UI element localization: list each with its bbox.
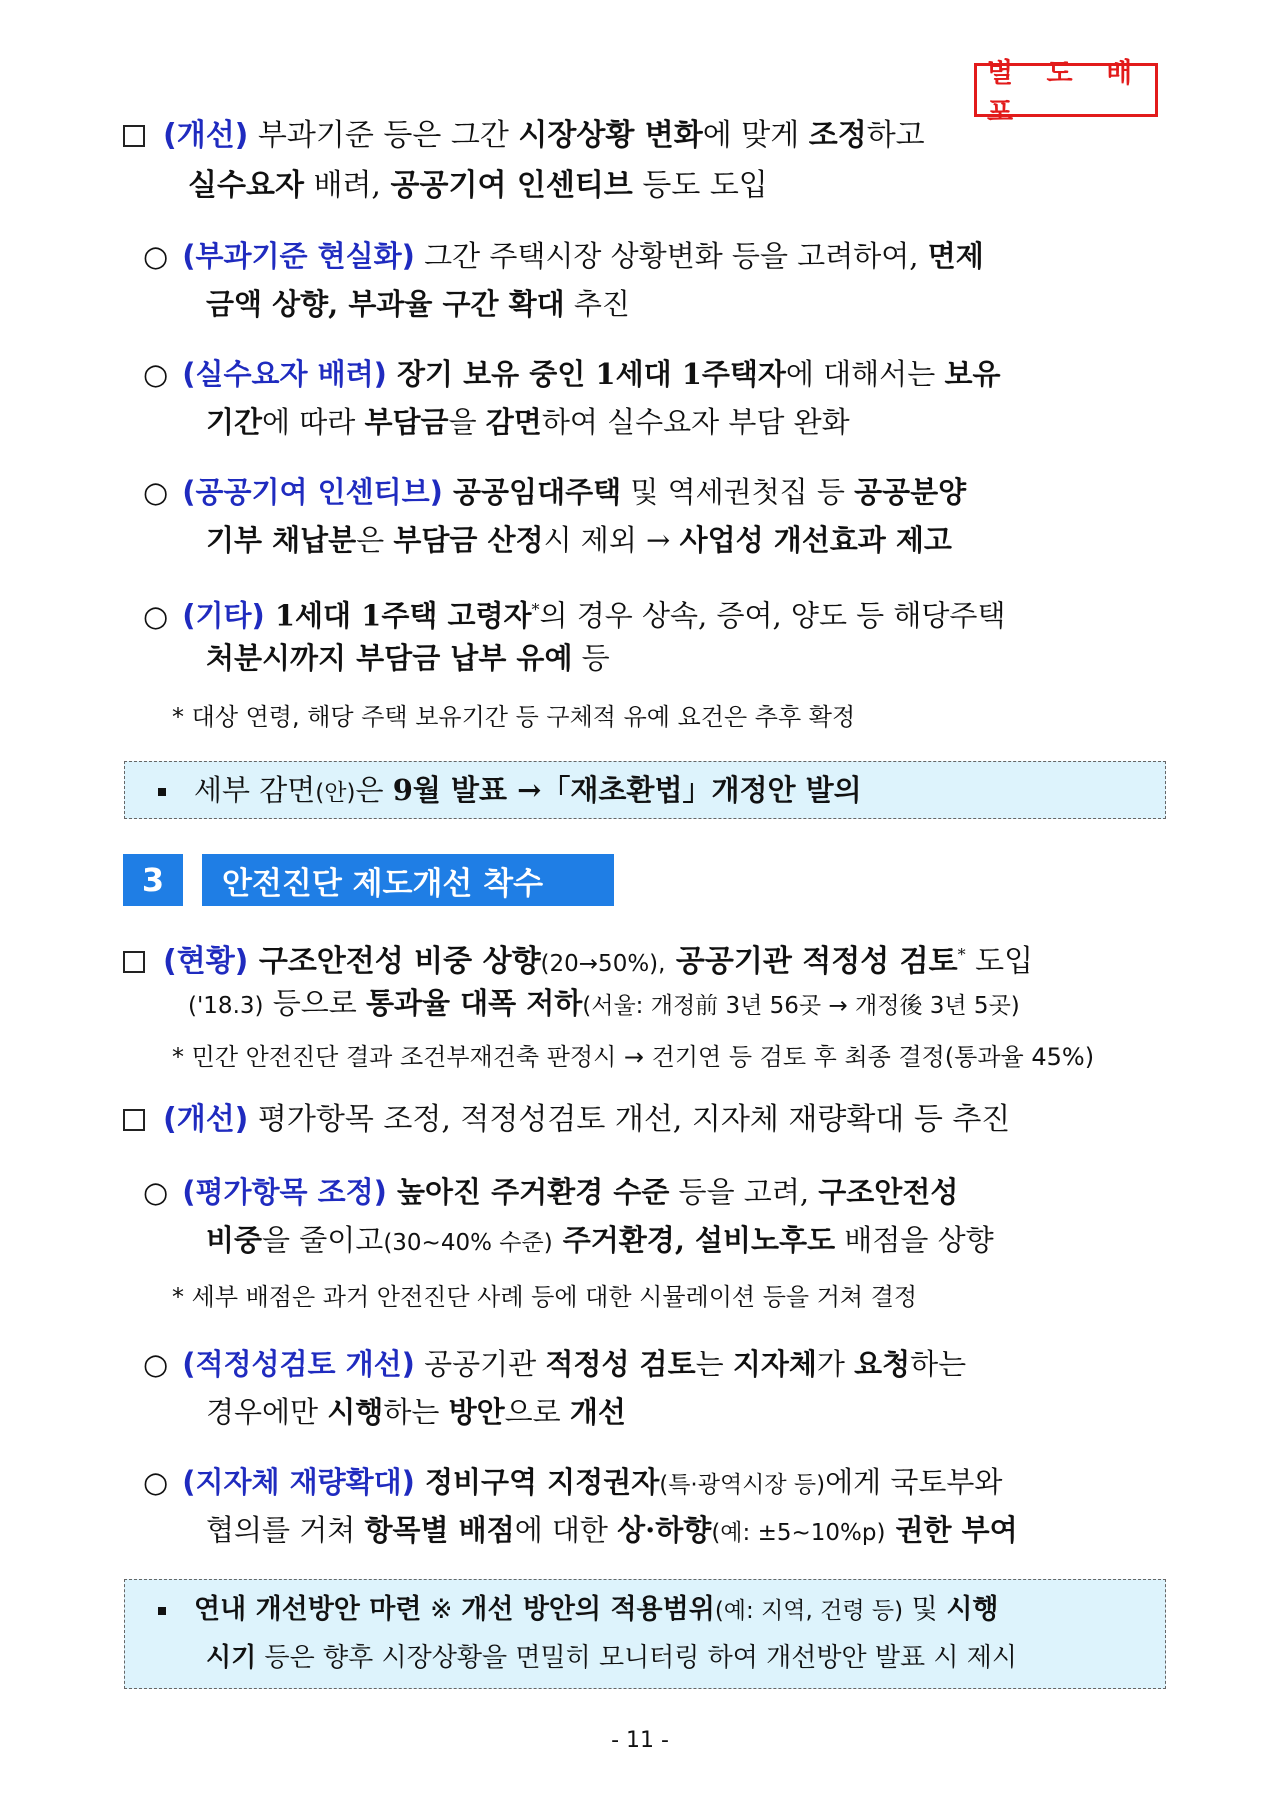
text: 배려, [303, 168, 391, 203]
list-item-line2 [206, 520, 952, 560]
text: 하고 [866, 118, 925, 153]
text: 는 [695, 1347, 733, 1381]
status-heading-line2 [188, 983, 1020, 1026]
improve-heading [123, 116, 925, 156]
list-item [143, 590, 1005, 636]
summary-box-text [124, 770, 862, 813]
improve-heading-line2 [188, 166, 768, 206]
list-item [143, 236, 984, 276]
text-bold: 통과율 대폭 저하 [365, 986, 583, 1020]
text-bold: 지자체 [732, 1347, 817, 1381]
text-bold: 실수요자 [188, 168, 304, 203]
text-bold: 높아진 주거환경 수준 [386, 1175, 670, 1209]
circle-bullet-icon: ○ [143, 1347, 169, 1381]
text: 등은 향후 시장상황을 면밀히 모니터링 하여 개선방안 발표 시 제시 [256, 1643, 1018, 1673]
text: 공공기관 [414, 1347, 546, 1381]
text-bold: 공공분양 [854, 475, 967, 509]
text: 및 역세권첫집 등 [621, 475, 855, 509]
list-item [143, 1462, 1002, 1505]
text: 추진 [564, 287, 630, 321]
checkbox-square-icon [123, 125, 145, 147]
text: 에 따라 [262, 405, 365, 439]
text-bold: 시행 [327, 1395, 384, 1429]
text: 에 대해서는 [785, 357, 945, 391]
improve-heading [123, 1100, 1010, 1140]
list-item [143, 354, 1000, 394]
page-number: - 11 - [611, 1728, 669, 1753]
text-small: ('18.3) [188, 993, 264, 1019]
label: (기타) [182, 598, 265, 633]
text-bold: 주거환경, 설비노후도 [552, 1223, 836, 1257]
list-item-line2 [206, 284, 630, 324]
text-small: (특·광역시장 등) [659, 1472, 826, 1498]
text-small: (30~40% 수준) [383, 1230, 553, 1256]
text: 도입 [965, 944, 1034, 979]
text: 하는 [383, 1395, 449, 1429]
text: 은 [356, 523, 394, 557]
circle-bullet-icon: ○ [143, 1465, 169, 1499]
label: (개선) [163, 118, 249, 153]
text: 의 경우 상속, 증여, 양도 등 해당주택 [539, 598, 1006, 633]
label: (부과기준 현실화) [182, 239, 415, 273]
text-bold: 개선 방안의 적용범위 [461, 1594, 715, 1625]
text: 가 [816, 1347, 855, 1381]
text: 으로 [504, 1395, 570, 1429]
circle-bullet-icon: ○ [143, 1175, 169, 1209]
text: 그간 주택시장 상황변화 등을 고려하여, [414, 239, 928, 273]
text-bold: 감면 [485, 405, 542, 439]
text-bold: 항목별 배점 [364, 1513, 515, 1547]
text-bold: 시기 [206, 1643, 257, 1673]
footnote: * 민간 안전진단 결과 조건부재건축 판정시 → 건기연 등 검토 후 최종 결정(통과율 45%) [172, 1043, 1095, 1071]
text: 은 [355, 773, 393, 807]
text-bold: 방안 [448, 1395, 505, 1429]
text-bold: 금액 상향, 부과율 구간 확대 [206, 287, 565, 321]
text: 에 맞게 [702, 118, 809, 153]
list-item [143, 472, 966, 512]
checkbox-square-icon [123, 951, 145, 973]
text-bold: 구조안전성 [818, 1175, 959, 1209]
text-bold: 장기 보유 중인 1세대 1주택자 [386, 357, 786, 391]
list-item-line2 [206, 1392, 626, 1432]
footnote: * 세부 배점은 과거 안전진단 사례 등에 대한 시뮬레이션 등을 거쳐 결정 [172, 1283, 918, 1311]
label: (지자체 재량확대) [182, 1465, 415, 1499]
text-bold: 구조안전성 비중 상향 [248, 944, 541, 979]
text-bold: 요청 [854, 1347, 911, 1381]
text-bold: 정비구역 지정권자 [414, 1465, 660, 1499]
circle-bullet-icon: ○ [143, 598, 169, 633]
label: (공공기여 인센티브) [182, 475, 443, 509]
list-item-line2 [206, 1220, 994, 1263]
text-bold: 비중 [206, 1223, 263, 1257]
footnote-mark: * [957, 945, 966, 964]
footnote-mark: * [531, 600, 540, 619]
square-bullet-icon [158, 1607, 166, 1615]
text-bold: 부담금 산정 [393, 523, 544, 557]
circle-bullet-icon: ○ [143, 239, 169, 273]
text: 하여 실수요자 부담 완화 [541, 405, 850, 439]
list-item [143, 1344, 966, 1384]
text-small: (예: 지역, 건령 등) [714, 1598, 904, 1624]
text: 등도 도입 [632, 168, 768, 203]
list-item-line2 [206, 402, 850, 442]
text-bold: 조정 [808, 118, 867, 153]
text-bold: 개선 [569, 1395, 626, 1429]
footnote: * 대상 연령, 해당 주택 보유기간 등 구체적 유예 요건은 추후 확정 [172, 703, 856, 731]
section-number: 3 [123, 854, 183, 906]
text-bold: 상·하향 [617, 1513, 712, 1547]
text-bold: 보유 [944, 357, 1001, 391]
text: 에게 국토부와 [825, 1465, 1003, 1499]
text-bold: 부담금 [364, 405, 449, 439]
text-bold: 사업성 개선효과 제고 [679, 523, 952, 557]
circle-bullet-icon: ○ [143, 475, 169, 509]
text-bold: 권한 부여 [885, 1513, 1018, 1547]
label: (현황) [163, 944, 249, 979]
label: (개선) [163, 1102, 249, 1137]
text: 하는 [910, 1347, 967, 1381]
label: (적정성검토 개선) [182, 1347, 415, 1381]
list-item [143, 1172, 958, 1212]
text-bold: 시장상황 변화 [518, 118, 703, 153]
text-bold: 9월 발표 →「재초환법」개정안 발의 [392, 773, 862, 807]
text-bold: 기부 채납분 [206, 523, 357, 557]
label: (평가항목 조정) [182, 1175, 387, 1209]
text-bold: 공공기관 적정성 검토 [665, 944, 958, 979]
square-bullet-icon [158, 788, 166, 796]
text: 을 [448, 405, 486, 439]
text-small: (서울: 개정前 3년 56곳 → 개정後 3년 5곳) [582, 993, 1020, 1019]
text: 배점을 상향 [835, 1223, 994, 1257]
text-small: (안) [315, 780, 356, 806]
text-bold: 시행 [946, 1594, 999, 1625]
text-small: (20→50%), [540, 951, 666, 977]
circle-bullet-icon: ○ [143, 357, 169, 391]
list-item-line2 [206, 1510, 1018, 1553]
section-title: 안전진단 제도개선 착수 [202, 854, 614, 906]
text: 등으로 [263, 986, 366, 1020]
text-small: (예: ±5~10%p) [711, 1520, 886, 1546]
text-bold: 기간 [206, 405, 263, 439]
label: (실수요자 배려) [182, 357, 387, 391]
text: 경우에만 [206, 1395, 328, 1429]
list-item-line2 [206, 638, 610, 678]
text: 협의를 거쳐 [206, 1513, 365, 1547]
summary-box-text-line2 [206, 1638, 1017, 1678]
text-bold: 연내 개선방안 마련 [194, 1594, 422, 1625]
text: ※ [421, 1594, 462, 1625]
text: 등 [572, 641, 610, 675]
text-bold: 처분시까지 부담금 납부 유예 [206, 641, 573, 675]
text: 에 대한 [514, 1513, 618, 1547]
text: 및 [903, 1594, 947, 1625]
text: 세부 감면 [194, 773, 316, 807]
text: 평가항목 조정, 적정성검토 개선, 지자체 재량확대 등 추진 [248, 1102, 1011, 1137]
text: 등을 고려, [669, 1175, 819, 1209]
text-bold: 1세대 1주택 고령자 [264, 598, 532, 633]
text: 시 제외 → [543, 523, 680, 557]
summary-box-text [124, 1590, 998, 1631]
text-bold: 공공기여 인센티브 [390, 168, 633, 203]
text: 부과기준 등은 그간 [248, 118, 519, 153]
text: 을 줄이고 [262, 1223, 384, 1257]
text-bold: 적정성 검토 [545, 1347, 696, 1381]
text-bold: 면제 [927, 239, 984, 273]
text-bold: 공공임대주택 [442, 475, 622, 509]
checkbox-square-icon [123, 1109, 145, 1131]
status-heading [123, 935, 1033, 984]
distribution-stamp: 별 도 배 포 [974, 63, 1158, 117]
